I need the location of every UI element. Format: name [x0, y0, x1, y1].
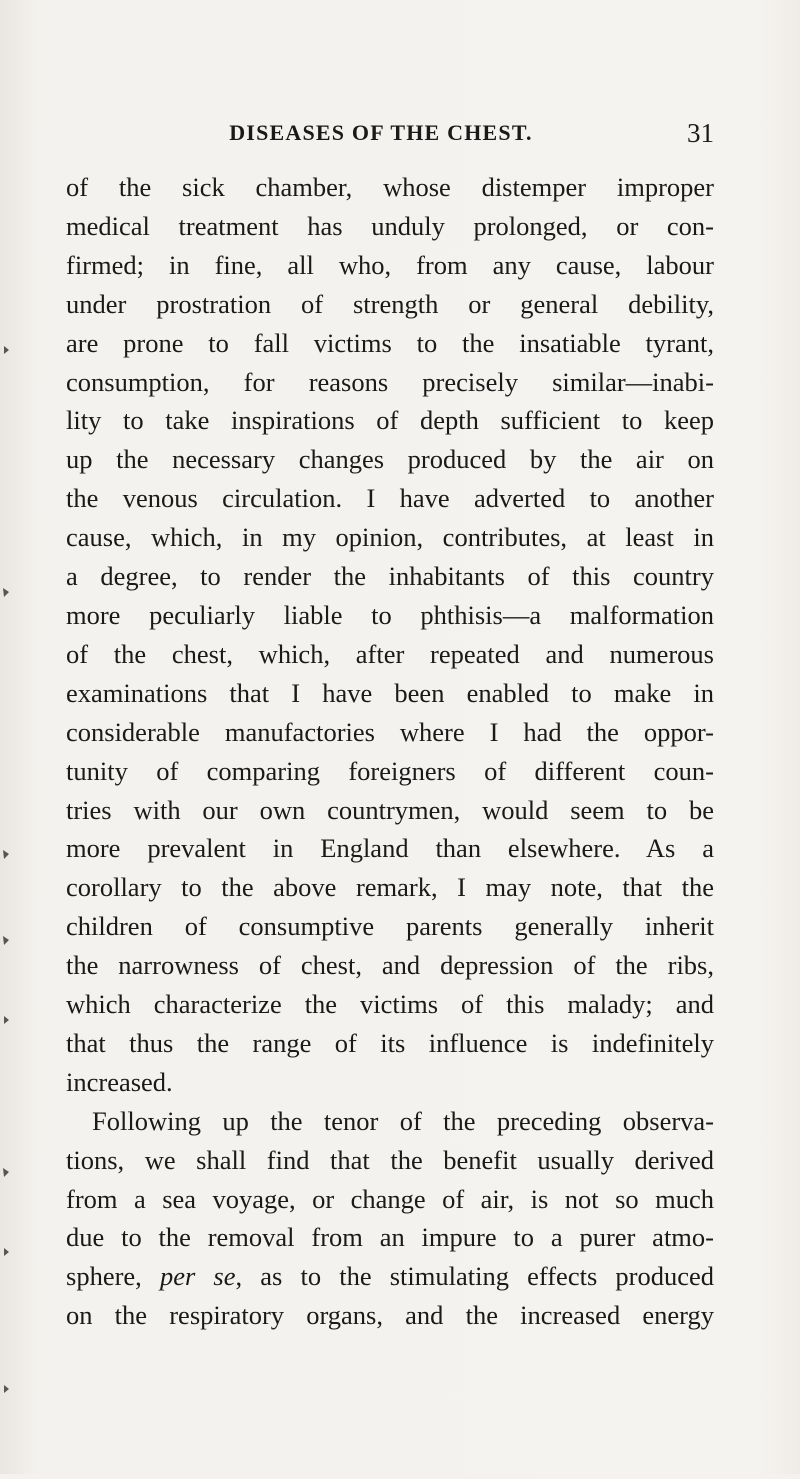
- text-fragment: , as to the stimulating effects produced: [235, 1261, 714, 1292]
- text-line: tunity of comparing foreigners of different coun-: [66, 755, 714, 786]
- text-line: the venous circulation. I have adverted to another: [66, 483, 714, 514]
- running-title: DISEASES OF THE CHEST.: [229, 120, 533, 145]
- text-line: of the sick chamber, whose distemper improper: [66, 172, 714, 202]
- text-line: a degree, to render the inhabitants of this country: [66, 561, 714, 592]
- paragraph-1: [66, 168, 714, 1102]
- text-line: of the chest, which, after repeated and numerous: [66, 638, 714, 669]
- body-text: [66, 168, 714, 1335]
- binding-marks-graphic: [0, 0, 20, 1474]
- text-line: from a sea voyage, or change of air, is not so much: [66, 1183, 714, 1214]
- text-line: on the respiratory organs, and the increased energy: [66, 1300, 714, 1331]
- text-line: more peculiarly liable to phthisis—a malformation: [66, 599, 714, 630]
- text-line: more prevalent in England than elsewhere. As a: [66, 833, 714, 864]
- binding-edge: [0, 0, 20, 1474]
- text-line: considerable manufactories where I had the oppor-: [66, 716, 714, 747]
- text-line: lity to take inspirations of depth sufficient to keep: [66, 405, 714, 436]
- text-line: that thus the range of its influence is indefinitely: [66, 1027, 714, 1058]
- page-number: 31: [687, 118, 714, 148]
- text-line: children of consumptive parents generally inherit: [66, 911, 714, 942]
- text-line: medical treatment has unduly prolonged, or con-: [66, 210, 714, 241]
- text-line: up the necessary changes produced by the air on: [66, 444, 714, 475]
- page-header: [66, 118, 714, 148]
- text-line: due to the removal from an impure to a purer atmo-: [66, 1222, 714, 1253]
- text-line: consumption, for reasons precisely similar—inabi-: [66, 366, 714, 397]
- italic-phrase: per se: [159, 1261, 236, 1292]
- text-fragment: sphere,: [66, 1261, 160, 1292]
- text-line: which characterize the victims of this malady; and: [66, 989, 714, 1020]
- text-line: firmed; in fine, all who, from any cause, labour: [66, 249, 714, 280]
- text-line: examinations that I have been enabled to make in: [66, 677, 714, 708]
- text-line: increased.: [66, 1066, 173, 1097]
- text-line: are prone to fall victims to the insatiable tyrant,: [66, 327, 714, 358]
- text-line: Following up the tenor of the preceding observa-: [92, 1105, 714, 1136]
- paragraph-2: [66, 1102, 714, 1335]
- text-line: tries with our own countrymen, would seem to be: [66, 794, 714, 825]
- text-line-with-italic: [66, 1257, 714, 1296]
- text-line: under prostration of strength or general debility,: [66, 288, 714, 319]
- text-line: corollary to the above remark, I may note, that the: [66, 872, 714, 903]
- text-line: tions, we shall find that the benefit usually derived: [66, 1144, 714, 1175]
- text-line: the narrowness of chest, and depression of the ribs,: [66, 950, 714, 981]
- text-line: cause, which, in my opinion, contributes, at least in: [66, 522, 714, 553]
